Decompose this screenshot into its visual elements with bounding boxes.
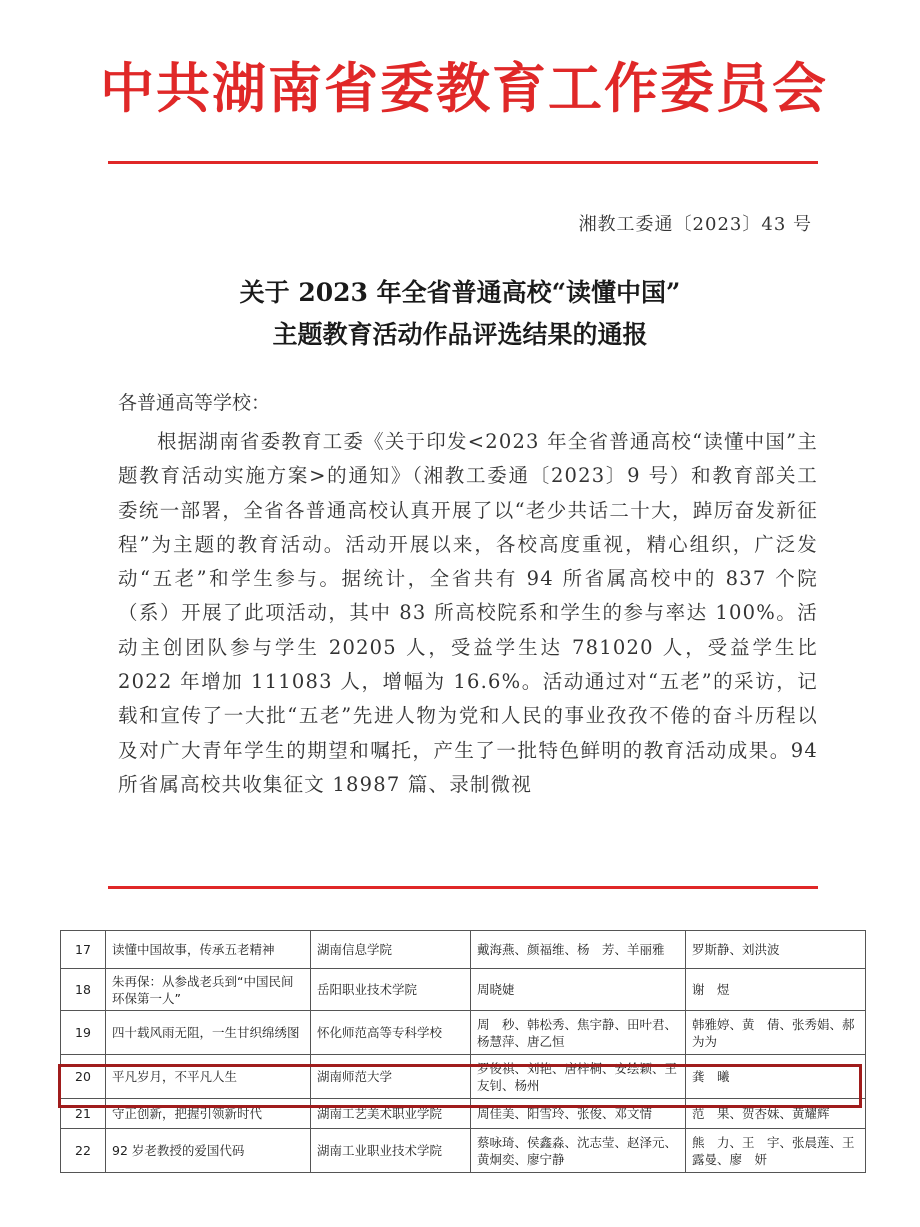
document-title: [110, 272, 810, 356]
student-members: 周 秒、韩松秀、焦宇静、田叶君、杨慧萍、唐乙恒: [471, 1011, 686, 1055]
school-name: 湖南信息学院: [311, 931, 471, 969]
student-members: 周佳美、阳雪玲、张俊、邓文情: [471, 1099, 686, 1129]
advisor-names: 罗斯静、刘洪波: [686, 931, 866, 969]
student-members: 罗俊祺、刘艳、唐梓桐、安绘颖、王友钊、杨州: [471, 1055, 686, 1099]
advisor-names: 龚 曦: [686, 1055, 866, 1099]
school-name: 湖南工业职业技术学院: [311, 1129, 471, 1173]
results-table: [60, 930, 866, 1173]
student-members: 周晓婕: [471, 969, 686, 1011]
row-number: 17: [61, 931, 106, 969]
table-row: [61, 969, 866, 1011]
masthead-org-name: 中共湖南省委教育工作委员会: [100, 57, 828, 120]
body-paragraph: 根据湖南省委教育工委《关于印发<2023 年全省普通高校“读懂中国”主题教育活动实施方案>的通知》（湘教工委通〔2023〕9 号）和教育部关工委统一部署，全省各普通高校认真开展了以“老少共话二十大，踔厉奋发新征程”为主题的教育活动。活动开展以来，各校高度重视，精心组织，广泛发动“五老”和学生参与。据统计，全省共有 94 所省属高校中的 837 个院（系）开展了此项活动，其中 83 所高校院系和学生的参与率达 100%。活动主创团队参与学生 20205 人，受益学生达 781020 人，受益学生比 2022 年增加 111083 人，增幅为 16.6%。活动通过对“五老”的采访，记载和宣传了一大批“五老”先进人物为党和人民的事业孜孜不倦的奋斗历程以及对广大青年学生的期望和嘱托，产生了一批特色鲜明的教育活动成果。94 所省属高校共收集征文 18987 篇、录制微视: [118, 430, 818, 796]
work-title: 平凡岁月，不平凡人生: [106, 1055, 311, 1099]
work-title: 92 岁老教授的爱国代码: [106, 1129, 311, 1173]
row-number: 22: [61, 1129, 106, 1173]
table-row: [61, 931, 866, 969]
school-name: 怀化师范高等专科学校: [311, 1011, 471, 1055]
salutation: 各普通高等学校：: [118, 392, 271, 414]
table-row: [61, 1129, 866, 1173]
work-title: 守正创新，把握引领新时代: [106, 1099, 311, 1129]
row-number: 18: [61, 969, 106, 1011]
table-row: [61, 1055, 866, 1099]
advisor-names: 范 果、贺杏妹、黄耀辉: [686, 1099, 866, 1129]
advisor-names: 韩雅婷、黄 倩、张秀娟、郝为为: [686, 1011, 866, 1055]
school-name: 湖南工艺美术职业学院: [311, 1099, 471, 1129]
student-members: 蔡咏琦、侯鑫淼、沈志莹、赵泽元、黄炯奕、廖宁静: [471, 1129, 686, 1173]
student-members: 戴海燕、颜福维、杨 芳、羊丽雅: [471, 931, 686, 969]
row-number: 21: [61, 1099, 106, 1129]
work-title: 四十载风雨无阻，一生甘织绵绣图: [106, 1011, 311, 1055]
table-row: [61, 1011, 866, 1055]
advisor-names: 熊 力、王 宇、张晨莲、王露曼、廖 妍: [686, 1129, 866, 1173]
row-number: 20: [61, 1055, 106, 1099]
table-row: [61, 1099, 866, 1129]
section-red-rule: [108, 886, 818, 889]
document-number: 湘教工委通〔2023〕43 号: [578, 214, 812, 235]
title-line-1: 关于 2023 年全省普通高校“读懂中国”: [239, 278, 681, 307]
school-name: 湖南师范大学: [311, 1055, 471, 1099]
title-line-2: 主题教育活动作品评选结果的通报: [272, 320, 648, 349]
masthead-red-rule: [108, 161, 818, 164]
work-title: 朱再保：从参战老兵到“中国民间环保第一人”: [106, 969, 311, 1011]
school-name: 岳阳职业技术学院: [311, 969, 471, 1011]
work-title: 读懂中国故事，传承五老精神: [106, 931, 311, 969]
advisor-names: 谢 煜: [686, 969, 866, 1011]
row-number: 19: [61, 1011, 106, 1055]
